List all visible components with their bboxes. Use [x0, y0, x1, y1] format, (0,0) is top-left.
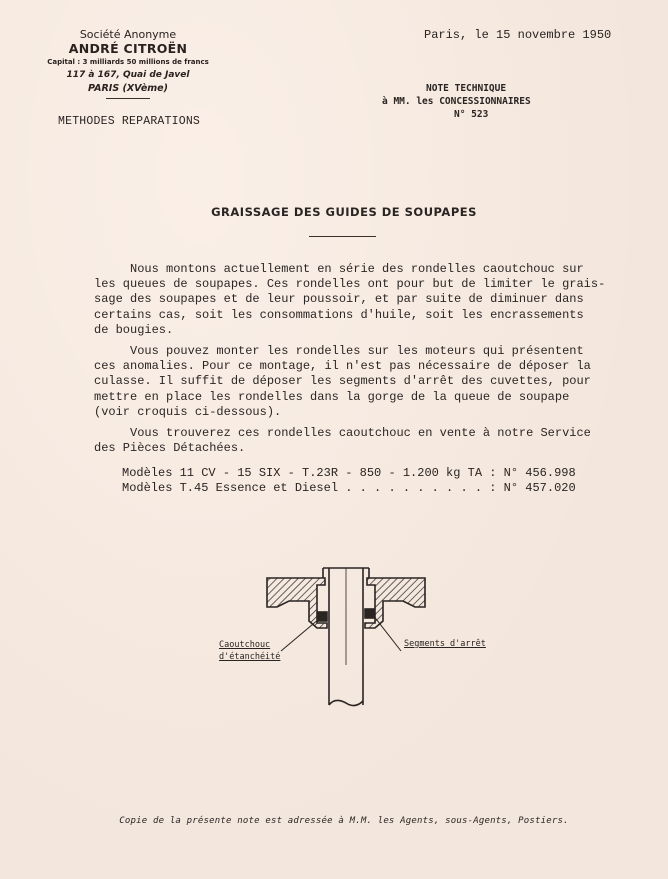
note-recipients: à MM. les CONCESSIONNAIRES — [382, 96, 531, 107]
company-capital: Capital : 3 milliards 50 millions de francs — [47, 58, 209, 66]
text-line: mettre en place les rondelles dans la gorge de la queue de soupape — [94, 389, 570, 404]
text-line: de bougies. — [94, 322, 174, 337]
company-letterhead — [38, 28, 218, 99]
text-line: certains cas, soit les consommations d'huile, soit les encrassements — [94, 307, 584, 322]
note-type: NOTE TECHNIQUE — [426, 83, 507, 94]
department-name: METHODES REPARATIONS — [58, 115, 201, 128]
text-line: les queues de soupapes. Ces rondelles ont pour but de limiter le grais- — [94, 277, 606, 292]
model-line-2: Modèles T.45 Essence et Diesel . . . . . . . . . . : N° 457.020 — [122, 481, 576, 495]
text-line: sage des soupapes et de leur poussoir, et par suite de diminuer dans — [94, 292, 584, 307]
text-line: ces anomalies. Pour ce montage, il n'est pas nécessaire de déposer la — [94, 359, 591, 374]
company-address: 117 à 167, Quai de Javel — [66, 70, 190, 80]
diagram-label-seal — [219, 639, 280, 663]
text-line: des Pièces Détachées. — [94, 441, 246, 456]
letterhead-divider — [106, 98, 150, 99]
paragraph-2 — [94, 344, 634, 420]
footer-distribution-note: Copie de la présente note est adressée à M.M. les Agents, sous-Agents, Postiers. — [119, 816, 569, 826]
text-line: Nous montons actuellement en série des rondelles caoutchouc sur — [130, 262, 584, 276]
company-name: ANDRÉ CITROËN — [68, 41, 188, 56]
model-line-1: Modèles 11 CV - 15 SIX - T.23R - 850 - 1.200 kg TA : N° 456.998 — [122, 466, 576, 480]
text-line: Vous trouverez ces rondelles caoutchouc en vente à notre Service — [130, 426, 591, 440]
document-title: GRAISSAGE DES GUIDES DE SOUPAPES — [211, 205, 477, 219]
text-line: (voir croquis ci-dessous). — [94, 404, 282, 419]
label-seal-line-2: d'étanchéité — [219, 652, 281, 662]
paragraph-3 — [94, 426, 634, 456]
paragraph-1 — [94, 262, 634, 338]
label-seal-line-1: Caoutchouc — [219, 640, 271, 650]
text-line: culasse. Il suffit de déposer les segments d'arrêt des cuvettes, pour — [94, 374, 591, 389]
models-list — [122, 466, 576, 496]
note-header — [382, 82, 582, 121]
note-number: N° 523 — [454, 109, 489, 120]
diagram-label-retainer: Segments d'arrêt — [404, 639, 486, 649]
company-city: PARIS (XVème) — [88, 83, 168, 94]
date-line: Paris, le 15 novembre 1950 — [424, 28, 612, 42]
company-legal-form: Société Anonyme — [79, 28, 177, 41]
title-underline — [309, 236, 376, 237]
text-line: Vous pouvez monter les rondelles sur les moteurs qui présentent — [130, 344, 584, 358]
diagram-drawing — [267, 568, 425, 706]
